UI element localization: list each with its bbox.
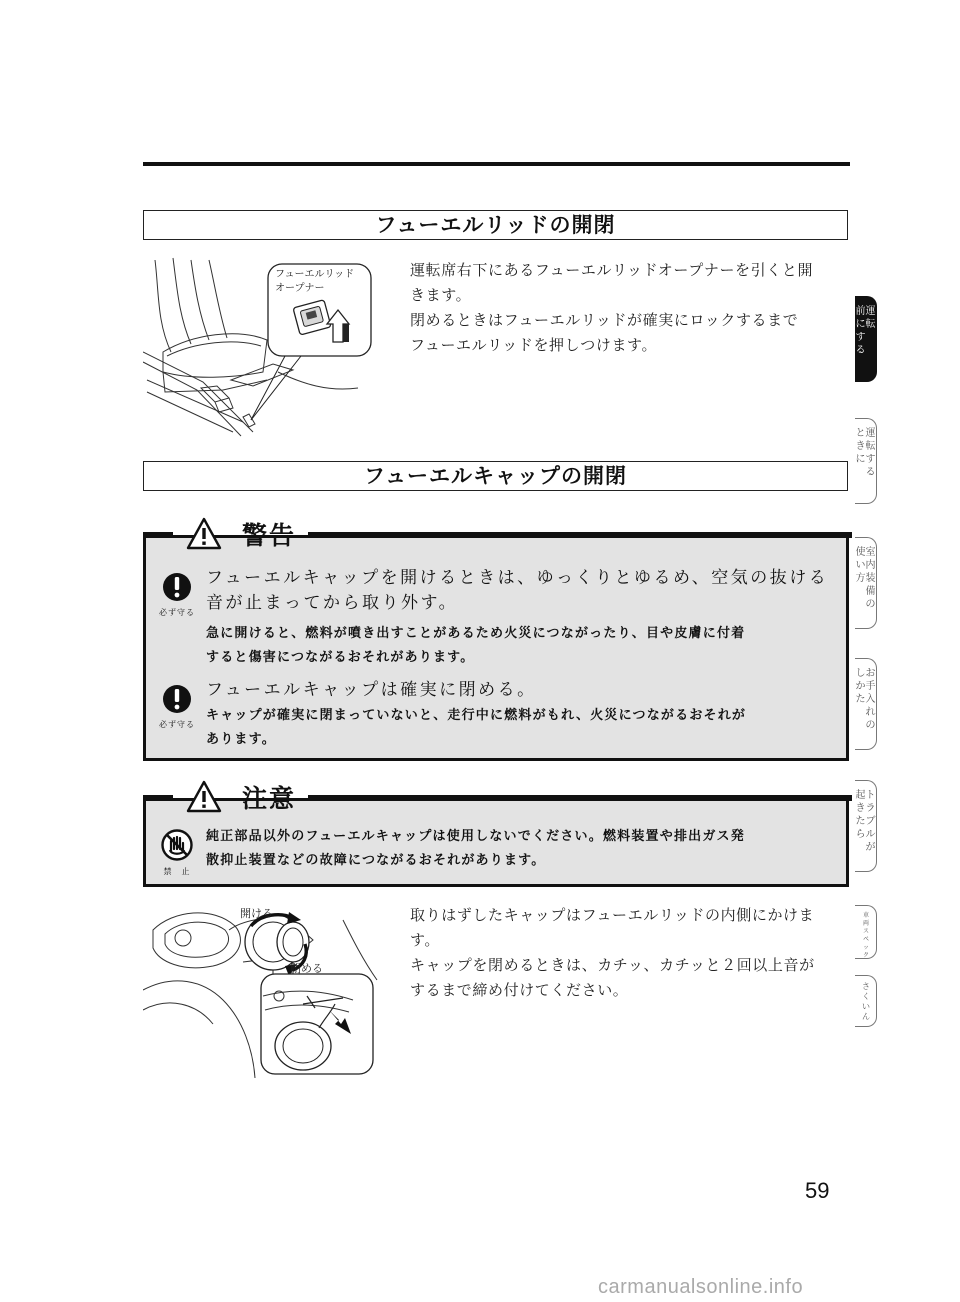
body-line: キャップを閉めるときは、カチッ、カチッと２回以上音が <box>410 956 815 974</box>
text-line: 散抑止装置などの故障につながるおそれがあります。 <box>206 853 546 868</box>
chapter-tab-maintenance[interactable] <box>855 658 877 750</box>
tab-label-right <box>865 789 876 854</box>
caution-sub-text <box>206 825 745 873</box>
icon-caption: 禁 止 <box>163 867 191 876</box>
tab-text: 起 き た ら <box>855 790 866 840</box>
warning-triangle-icon <box>186 517 222 551</box>
body-line: きます。 <box>410 286 472 304</box>
text-line: 音が止まってから取り外す。 <box>206 593 459 613</box>
tab-label-left <box>855 667 866 706</box>
caution-triangle-icon <box>186 780 222 814</box>
chapter-tab-before-driving[interactable] <box>855 296 877 382</box>
tab-label-right <box>865 546 876 611</box>
warning-main-text <box>206 566 828 616</box>
tab-text: 室 内 装 備 の <box>865 547 876 610</box>
open-label: 開ける <box>240 907 273 920</box>
chapter-tab-interior[interactable] <box>855 537 877 629</box>
body-line: 閉めるときはフューエルリッドが確実にロックするまで <box>410 311 799 329</box>
fuel-cap-body <box>410 903 815 1003</box>
chapter-tab-index[interactable] <box>855 975 877 1027</box>
tab-label-right <box>856 982 876 1022</box>
tab-label-left <box>855 305 866 357</box>
body-line: するまで締め付けてください。 <box>410 981 629 999</box>
warning-label: 警告 <box>242 521 297 550</box>
tab-label-left <box>855 546 866 585</box>
watermark: carmanualsonline.info <box>598 1276 804 1298</box>
tab-label-right <box>856 912 876 960</box>
tab-text: と き に <box>855 428 866 465</box>
body-line: 取りはずしたキャップはフューエルリッドの内側にかけま <box>410 906 815 924</box>
chapter-tab-trouble[interactable] <box>855 780 877 872</box>
caution-box <box>143 784 849 887</box>
text-line: フューエルキャップは確実に閉める。 <box>206 680 537 700</box>
text-line: フューエルキャップを開けるときは、ゆっくりとゆるめ、空気の抜ける <box>206 568 829 588</box>
callout-line: フューエルリッド <box>275 269 355 280</box>
warning-bar-left <box>143 532 173 538</box>
warning-sub-text <box>206 704 746 752</box>
tab-text: し か た <box>855 668 866 705</box>
tab-text: 運 転 <box>865 306 876 330</box>
section1-body <box>410 258 813 358</box>
must-observe-icon <box>162 572 192 602</box>
page-number: 59 <box>805 1178 830 1203</box>
text-line: すると傷害につながるおそれがあります。 <box>206 650 475 665</box>
warning-main-text <box>206 678 537 703</box>
close-label: 閉める <box>290 962 323 975</box>
icon-caption: 必ず守る <box>159 720 195 729</box>
text-line: 純正部品以外のフューエルキャップは使用しないでください。燃料装置や排出ガス発 <box>206 829 745 844</box>
tab-label-right <box>865 427 876 479</box>
body-line: フューエルリッドを押しつけます。 <box>410 336 658 354</box>
tab-text: ト ラ ブ ル が <box>865 790 876 853</box>
must-observe-icon <box>162 684 192 714</box>
caution-bar-right <box>308 795 852 801</box>
warning-bar-right <box>308 532 852 538</box>
tab-text: 前 に す る <box>855 306 866 356</box>
fuel-lid-opener-callout <box>275 268 354 296</box>
top-rule <box>143 162 850 166</box>
tab-label-right <box>865 667 876 732</box>
text-line: キャップが確実に閉まっていないと、走行中に燃料がもれ、火災につながるおそれが <box>206 708 747 723</box>
warning-box <box>143 521 849 761</box>
chapter-tab-specs[interactable] <box>855 905 877 959</box>
body-line: 運転席右下にあるフューエルリッドオープナーを引くと開 <box>410 261 814 279</box>
text-line: あります。 <box>206 732 276 747</box>
section-title-fuel-cap: フューエルキャップの開閉 <box>143 461 848 491</box>
body-line: す。 <box>410 931 441 949</box>
caution-label: 注意 <box>242 784 297 813</box>
fuel-cap-illustration <box>143 900 378 1078</box>
tab-text: 運 転 す る <box>865 428 876 478</box>
tab-text: 車 両 ス ペ ッ ク <box>862 912 869 959</box>
tab-text: お 手 入 れ の <box>865 668 876 731</box>
tab-label-right <box>865 305 876 331</box>
text-line: 急に開けると、燃料が噴き出すことがあるため火災につながったり、目や皮膚に付着 <box>206 626 746 641</box>
callout-line: オープナー <box>275 283 325 294</box>
tab-label-left <box>855 427 866 466</box>
chapter-tab-while-driving[interactable] <box>855 418 877 504</box>
tab-label-left <box>855 789 866 841</box>
warning-sub-text <box>206 622 745 670</box>
tab-text: さ く い ん <box>862 982 870 1021</box>
prohibited-hand-icon <box>161 829 193 861</box>
caution-bar-left <box>143 795 173 801</box>
section-title-fuel-lid: フューエルリッドの開閉 <box>143 210 848 240</box>
tab-text: 使 い 方 <box>855 547 866 584</box>
icon-caption: 必ず守る <box>159 608 195 617</box>
